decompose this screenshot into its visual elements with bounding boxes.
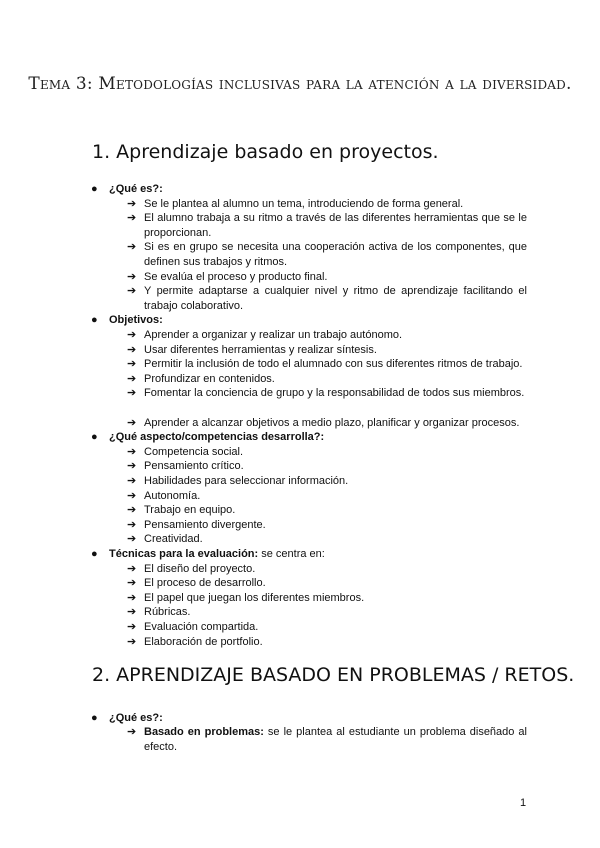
item-label: Objetivos: bbox=[109, 314, 163, 327]
sub-list-item bbox=[127, 197, 527, 212]
arrow-icon: ➔ bbox=[127, 518, 137, 531]
sub-list-item bbox=[127, 343, 527, 358]
arrow-icon: ➔ bbox=[127, 726, 137, 738]
sub-list-item bbox=[127, 211, 527, 240]
sub-list-item bbox=[127, 357, 527, 372]
section-heading-1: 1. Aprendizaje basado en proyectos. bbox=[92, 141, 439, 163]
sub-item-text: El alumno trabaja a su ritmo a través de las diferentes herramientas que se le proporcionan. bbox=[144, 212, 527, 239]
sub-list-item bbox=[127, 562, 527, 577]
sub-list-item bbox=[127, 591, 527, 606]
sub-list-item bbox=[127, 416, 527, 431]
sub-item-text: Permitir la inclusión de todo el alumnado con sus diferentes ritmos de trabajo. bbox=[144, 358, 523, 371]
sub-list-item bbox=[127, 725, 527, 754]
sub-list-item bbox=[127, 474, 527, 489]
arrow-icon: ➔ bbox=[127, 343, 137, 356]
sub-item-text: Pensamiento crítico. bbox=[144, 460, 244, 473]
arrow-icon: ➔ bbox=[127, 504, 137, 517]
bullet-icon: ● bbox=[91, 548, 98, 560]
sub-item-text: se le plantea al estudiante un problema diseñado al efecto. bbox=[144, 726, 527, 753]
arrow-icon: ➔ bbox=[127, 241, 137, 254]
sub-item-text: Fomentar la conciencia de grupo y la responsabilidad de todos sus miembros. bbox=[144, 387, 525, 400]
arrow-icon: ➔ bbox=[127, 329, 137, 341]
arrow-icon: ➔ bbox=[127, 591, 137, 604]
sub-item-text: Pensamiento divergente. bbox=[144, 518, 266, 531]
sub-list-item bbox=[127, 270, 527, 285]
page-number: 1 bbox=[520, 797, 527, 809]
page-title: Tema 3: Metodologías inclusivas para la atención a la diversidad. bbox=[28, 74, 572, 94]
section-heading-2: 2. APRENDIZAJE BASADO EN PROBLEMAS / RETOS. bbox=[92, 664, 575, 686]
bullet-icon: ● bbox=[91, 314, 98, 327]
sub-item-text: Creatividad. bbox=[144, 533, 203, 546]
arrow-icon: ➔ bbox=[127, 358, 137, 371]
sub-list-item bbox=[127, 459, 527, 474]
sub-item-text: Se le plantea al alumno un tema, introduciendo de forma general. bbox=[144, 197, 464, 210]
sub-list-item bbox=[127, 620, 527, 635]
sub-list-item bbox=[127, 576, 527, 591]
item-label: ¿Qué aspecto/competencias desarrolla?: bbox=[109, 431, 325, 444]
arrow-icon: ➔ bbox=[127, 285, 137, 298]
item-label-suffix: se centra en: bbox=[258, 548, 325, 560]
arrow-icon: ➔ bbox=[127, 489, 137, 502]
sub-item-text: Si es en grupo se necesita una cooperación activa de los componentes, que definen sus trabajos y ritmos. bbox=[144, 241, 527, 268]
arrow-icon: ➔ bbox=[127, 635, 137, 648]
sub-item-text: Y permite adaptarse a cualquier nivel y ritmo de aprendizaje facilitando el trabajo colaborativo. bbox=[144, 285, 527, 312]
arrow-icon: ➔ bbox=[127, 387, 137, 400]
sub-item-text: Rúbricas. bbox=[144, 606, 191, 619]
sub-item-text: Aprender a organizar y realizar un trabajo autónomo. bbox=[144, 329, 403, 341]
sub-item-text: Usar diferentes herramientas y realizar síntesis. bbox=[144, 343, 377, 356]
sub-item-text: El diseño del proyecto. bbox=[144, 562, 256, 575]
sub-item-text: Evaluación compartida. bbox=[144, 621, 259, 633]
sub-item-text: Autonomía. bbox=[144, 489, 201, 502]
sub-item-text: Profundizar en contenidos. bbox=[144, 372, 275, 385]
arrow-icon: ➔ bbox=[127, 445, 137, 458]
sub-list-item bbox=[127, 635, 527, 650]
arrow-icon: ➔ bbox=[127, 416, 137, 429]
sub-list-item bbox=[127, 372, 527, 387]
arrow-icon: ➔ bbox=[127, 475, 137, 487]
arrow-icon: ➔ bbox=[127, 460, 137, 473]
sub-item-text: Elaboración de portfolio. bbox=[144, 635, 263, 648]
sub-list-item bbox=[127, 386, 527, 401]
sub-list-item bbox=[127, 605, 527, 620]
bullet-icon: ● bbox=[91, 712, 98, 724]
arrow-icon: ➔ bbox=[127, 562, 137, 575]
arrow-icon: ➔ bbox=[127, 212, 137, 225]
sub-list-item bbox=[127, 532, 527, 547]
sub-item-bold: Basado en problemas: bbox=[144, 726, 264, 738]
sub-list-item bbox=[127, 445, 527, 460]
sub-list-item bbox=[127, 518, 527, 533]
sub-list-item bbox=[127, 489, 527, 504]
bullet-icon: ● bbox=[91, 431, 98, 444]
sub-item-text: Trabajo en equipo. bbox=[144, 504, 236, 517]
sub-item-text: El proceso de desarrollo. bbox=[144, 577, 266, 590]
sub-list-item bbox=[127, 284, 527, 313]
arrow-icon: ➔ bbox=[127, 270, 137, 283]
arrow-icon: ➔ bbox=[127, 197, 137, 210]
sub-list-item bbox=[127, 240, 527, 269]
item-label: Técnicas para la evaluación: bbox=[109, 548, 259, 560]
sub-list-item bbox=[127, 503, 527, 518]
item-label: ¿Qué es?: bbox=[109, 183, 163, 195]
arrow-icon: ➔ bbox=[127, 533, 137, 546]
item-label: ¿Qué es?: bbox=[109, 712, 163, 724]
bullet-icon: ● bbox=[91, 183, 98, 195]
sub-item-text: Se evalúa el proceso y producto final. bbox=[144, 270, 328, 283]
arrow-icon: ➔ bbox=[127, 621, 137, 633]
sub-item-text: Habilidades para seleccionar información. bbox=[144, 475, 349, 487]
arrow-icon: ➔ bbox=[127, 372, 137, 385]
sub-item-text: El papel que juegan los diferentes miembros. bbox=[144, 591, 365, 604]
sub-list-item bbox=[127, 328, 527, 343]
sub-item-text: Competencia social. bbox=[144, 445, 244, 458]
sub-item-text: Aprender a alcanzar objetivos a medio plazo, planificar y organizar procesos. bbox=[144, 416, 520, 429]
arrow-icon: ➔ bbox=[127, 606, 137, 619]
arrow-icon: ➔ bbox=[127, 577, 137, 590]
